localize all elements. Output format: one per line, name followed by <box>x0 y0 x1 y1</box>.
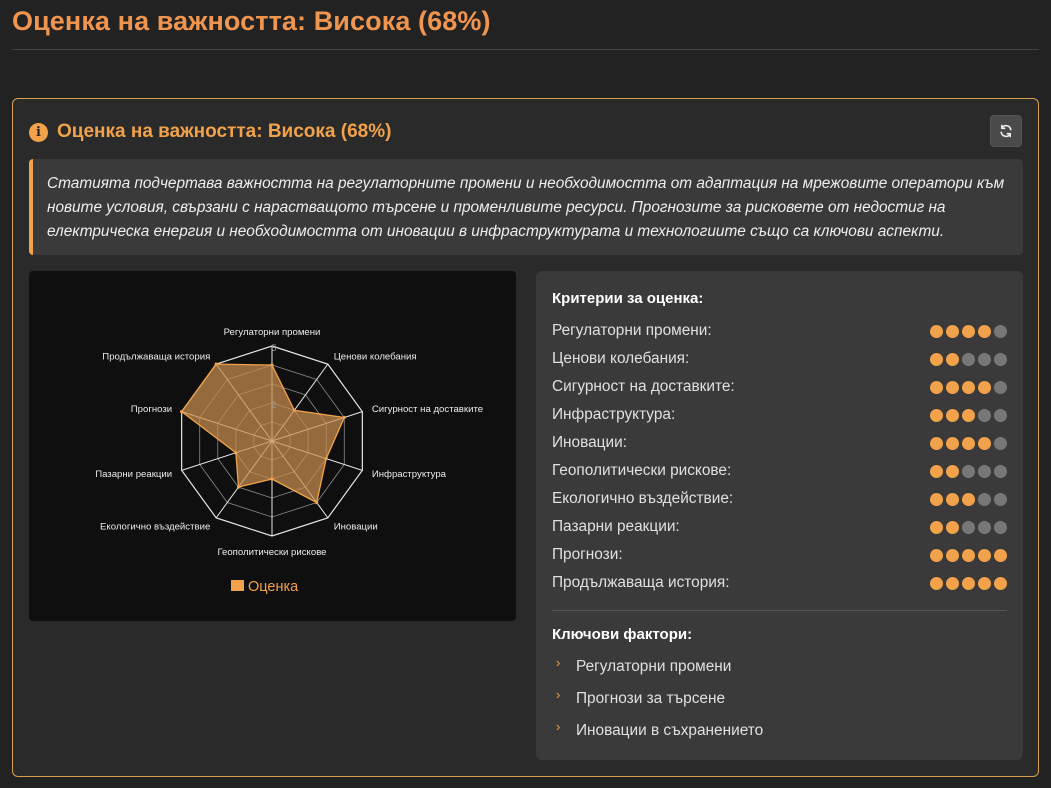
radar-data-point <box>234 451 237 454</box>
criteria-divider <box>552 610 1007 611</box>
criteria-label: Прогнози: <box>552 546 623 563</box>
radar-data-point <box>270 363 273 366</box>
card-header <box>29 119 391 145</box>
factors-list <box>552 651 763 747</box>
page-title: Оценка на важността: Висока (68%) <box>12 6 491 36</box>
score-dot-filled <box>946 577 959 590</box>
score-dots <box>930 521 1007 534</box>
score-dots <box>930 549 1007 562</box>
score-dot-empty <box>994 353 1007 366</box>
legend-swatch <box>231 580 244 591</box>
criteria-row <box>552 485 1007 513</box>
score-dot-filled <box>930 493 943 506</box>
radar-tick-label: 2 <box>271 400 277 410</box>
score-dot-filled <box>962 549 975 562</box>
score-dot-filled <box>930 549 943 562</box>
factor-label: Прогнози за търсене <box>576 690 726 707</box>
refresh-icon <box>999 124 1013 138</box>
criteria-label: Сигурност на доставките: <box>552 378 735 395</box>
radar-tick-label: 5 <box>271 343 277 353</box>
factor-item <box>552 683 763 715</box>
radar-axis-label: Регулаторни промени <box>223 327 321 338</box>
factor-label: Регулаторни промени <box>576 658 732 675</box>
radar-axis-label: Инфраструктура <box>371 468 447 480</box>
factor-item <box>552 715 763 747</box>
chevron-right-icon: › <box>556 686 561 702</box>
score-dot-filled <box>962 409 975 422</box>
radar-series-area <box>182 364 345 502</box>
radar-data-point <box>325 457 328 460</box>
radar-chart-panel <box>29 271 516 621</box>
score-dot-filled <box>994 549 1007 562</box>
radar-data-point <box>343 416 346 419</box>
score-dot-empty <box>994 409 1007 422</box>
criteria-heading: Критерии за оценка: <box>552 290 704 307</box>
score-dot-filled <box>946 521 959 534</box>
score-dot-filled <box>946 493 959 506</box>
radar-data-point <box>215 363 218 366</box>
score-dots <box>930 409 1007 422</box>
score-dots <box>930 381 1007 394</box>
score-dot-filled <box>946 549 959 562</box>
score-dot-filled <box>978 549 991 562</box>
score-dot-empty <box>994 493 1007 506</box>
score-dot-empty <box>978 353 991 366</box>
score-dot-filled <box>962 381 975 394</box>
score-dot-filled <box>978 577 991 590</box>
criteria-label: Пазарни реакции: <box>552 518 680 535</box>
criteria-row <box>552 457 1007 485</box>
score-dot-filled <box>930 325 943 338</box>
radar-axis-label: Ценови колебания <box>333 351 417 363</box>
refresh-button[interactable] <box>990 115 1022 147</box>
score-dot-filled <box>946 381 959 394</box>
score-dot-filled <box>946 465 959 478</box>
legend-label: Оценка <box>248 579 299 595</box>
score-dot-empty <box>978 521 991 534</box>
score-dot-filled <box>978 325 991 338</box>
score-dot-filled <box>946 437 959 450</box>
criteria-row <box>552 429 1007 457</box>
criteria-label: Продължаваща история: <box>552 574 730 591</box>
criteria-row <box>552 317 1007 345</box>
chevron-right-icon: › <box>556 718 561 734</box>
score-dot-filled <box>994 577 1007 590</box>
score-dot-filled <box>962 577 975 590</box>
factor-item <box>552 651 763 683</box>
score-dot-empty <box>994 521 1007 534</box>
score-dot-filled <box>930 465 943 478</box>
score-dots <box>930 325 1007 338</box>
score-dot-empty <box>994 381 1007 394</box>
score-dot-empty <box>994 465 1007 478</box>
criteria-label: Екологично въздействие: <box>552 490 734 507</box>
criteria-row <box>552 345 1007 373</box>
score-dot-filled <box>930 577 943 590</box>
score-dots <box>930 353 1007 366</box>
score-dot-filled <box>962 493 975 506</box>
criteria-label: Иновации: <box>552 434 627 451</box>
score-dot-filled <box>978 381 991 394</box>
criteria-label: Инфраструктура: <box>552 406 676 423</box>
radar-axis-label: Прогнози <box>130 404 173 416</box>
radar-axis-label: Пазарни реакции <box>95 468 173 480</box>
criteria-label: Геополитически рискове: <box>552 462 732 479</box>
score-dot-empty <box>962 521 975 534</box>
criteria-row <box>552 513 1007 541</box>
criteria-row <box>552 541 1007 569</box>
criteria-list <box>552 317 1007 597</box>
summary-quote: Статията подчертава важността на регулаторните промени и необходимостта от адаптация на мрежовите оператори към новите условия, свързани с нарастващото търсене и променливите ресурси. Прогнозите за рисковете от недостиг на електрическа енергия и необходимостта от иновации в инфраструктурата и технологиите също са ключови аспекти. <box>29 159 1023 255</box>
radar-axis-label: Сигурност на доставките <box>371 404 484 416</box>
card-title: Оценка на важността: Висока (68%) <box>57 121 392 142</box>
score-dot-empty <box>962 353 975 366</box>
criteria-row <box>552 373 1007 401</box>
radar-data-point <box>293 409 296 412</box>
score-dot-empty <box>994 437 1007 450</box>
score-dots <box>930 493 1007 506</box>
score-dot-filled <box>930 409 943 422</box>
score-dot-empty <box>994 325 1007 338</box>
radar-data-point <box>180 410 183 413</box>
score-dot-filled <box>962 437 975 450</box>
score-dot-filled <box>930 381 943 394</box>
radar-axis-label: Екологично въздействие <box>100 521 211 533</box>
score-dots <box>930 465 1007 478</box>
score-dots <box>930 437 1007 450</box>
criteria-label: Ценови колебания: <box>552 350 690 367</box>
score-dot-empty <box>978 409 991 422</box>
score-dot-filled <box>962 325 975 338</box>
importance-card <box>12 98 1039 777</box>
score-dot-filled <box>946 409 959 422</box>
score-dot-filled <box>930 521 943 534</box>
criteria-label: Регулаторни промени: <box>552 322 712 339</box>
factor-label: Иновации в съхранението <box>576 722 764 739</box>
score-dot-empty <box>962 465 975 478</box>
radar-axis-label: Продължаваща история <box>102 351 211 363</box>
radar-axis-label: Геополитически рискове <box>217 547 327 558</box>
radar-data-point <box>270 477 273 480</box>
factors-heading: Ключови фактори: <box>552 626 693 643</box>
radar-data-point <box>315 501 318 504</box>
radar-data-point <box>237 486 240 489</box>
score-dot-filled <box>930 353 943 366</box>
score-dot-empty <box>978 493 991 506</box>
title-divider <box>12 49 1039 50</box>
criteria-row <box>552 401 1007 429</box>
score-dot-empty <box>978 465 991 478</box>
score-dot-filled <box>946 325 959 338</box>
chevron-right-icon: › <box>556 654 561 670</box>
criteria-row <box>552 569 1007 597</box>
info-icon: i <box>29 123 48 142</box>
score-dot-filled <box>978 437 991 450</box>
score-dots <box>930 577 1007 590</box>
criteria-panel <box>536 271 1023 760</box>
score-dot-filled <box>946 353 959 366</box>
score-dot-filled <box>930 437 943 450</box>
radar-chart <box>29 271 516 621</box>
radar-axis-label: Иновации <box>333 521 378 533</box>
